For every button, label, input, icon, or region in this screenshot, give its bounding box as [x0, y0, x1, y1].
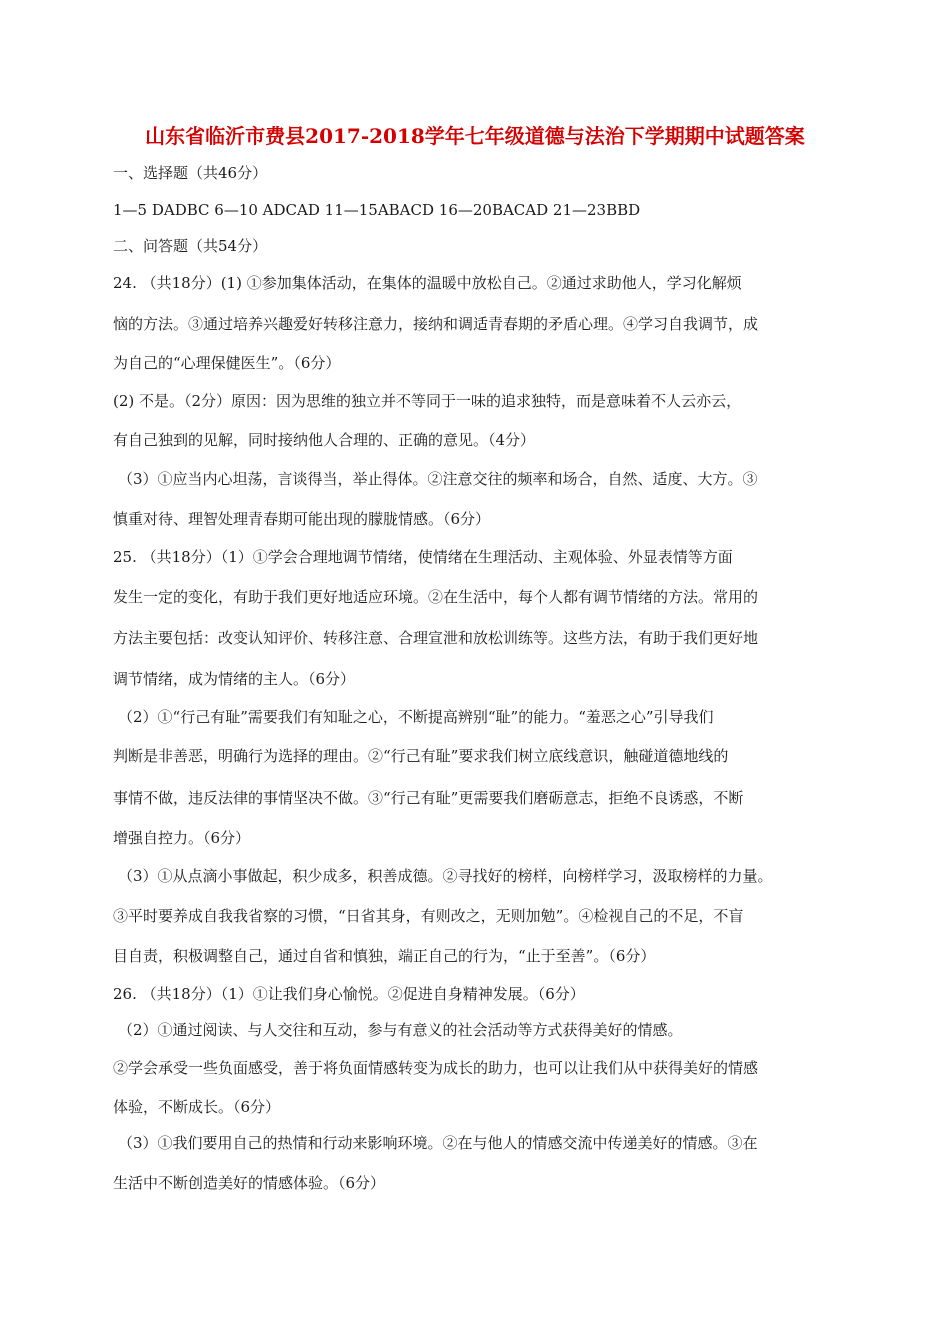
answer-line: 调节情绪，成为情绪的主人。（6分）: [113, 670, 356, 688]
answer-line: 为自己的“心理保健医生”。（6分）: [113, 354, 341, 372]
answer-line: 体验，不断成长。（6分）: [113, 1098, 281, 1116]
answer-line: (2) 不是。（2分）原因：因为思维的独立并不等同于一味的追求独特，而是意味着不人云亦云，: [113, 392, 742, 410]
answer-line: 慎重对待、理智处理青春期可能出现的朦胧情感。（6分）: [113, 510, 491, 528]
document-title: 山东省临沂市费县2017-2018学年七年级道德与法治下学期期中试题答案: [145, 124, 805, 148]
answer-line: 方法主要包括：改变认知评价、转移注意、合理宣泄和放松训练等。这些方法，有助于我们更好地: [113, 629, 759, 647]
answer-line: 25. （共18分）（1）①学会合理地调节情绪，使情绪在生理活动、主观体验、外显表情等方面: [113, 548, 733, 566]
answer-line: ②学会承受一些负面感受，善于将负面情感转变为成长的助力，也可以让我们从中获得美好的情感: [113, 1059, 759, 1077]
answer-line: 事情不做，违反法律的事情坚决不做。③“行己有耻”更需要我们磨砺意志，拒绝不良诱惑，不断: [113, 789, 744, 807]
section-heading-choice: 一、选择题（共46分）: [113, 164, 268, 182]
answer-line: （3）①从点滴小事做起，积少成多，积善成德。②寻找好的榜样，向榜样学习，汲取榜样的力量。: [118, 867, 773, 885]
answer-line: 发生一定的变化，有助于我们更好地适应环境。②在生活中，每个人都有调节情绪的方法。常用的: [113, 588, 759, 606]
answer-line: ③平时要养成自我我省察的习惯，“日省其身，有则改之，无则加勉”。④检视自己的不足，不盲: [113, 907, 744, 925]
answer-line: 恼的方法。③通过培养兴趣爱好转移注意力，接纳和调适青春期的矛盾心理。④学习自我调节，成: [113, 315, 759, 333]
answer-line: 增强自控力。（6分）: [113, 829, 251, 847]
answer-line: 判断是非善恶，明确行为选择的理由。②“行己有耻”要求我们树立底线意识，触碰道德地线的: [113, 747, 729, 765]
answer-line: （2）①“行己有耻”需要我们有知耻之心，不断提高辨别“耻”的能力。“羞恶之心”引导我们: [118, 708, 714, 726]
answer-line: 26. （共18分）（1）①让我们身心愉悦。②促进自身精神发展。（6分）: [113, 985, 585, 1003]
answer-line: 生活中不断创造美好的情感体验。（6分）: [113, 1174, 386, 1192]
choice-answers: 1—5 DADBC 6—10 ADCAD 11—15ABACD 16—20BACAD 21—23BBD: [113, 201, 641, 219]
answer-line: （2）①通过阅读、与人交往和互动，参与有意义的社会活动等方式获得美好的情感。: [118, 1021, 683, 1039]
answer-line: （3）①应当内心坦荡，言谈得当，举止得体。②注意交往的频率和场合，自然、适度、大方。③: [118, 470, 758, 488]
answer-line: 24. （共18分）(1) ①参加集体活动，在集体的温暖中放松自己。②通过求助他人，学习化解烦: [113, 274, 742, 292]
answer-line: （3）①我们要用自己的热情和行动来影响环境。②在与他人的情感交流中传递美好的情感。③在: [118, 1134, 758, 1152]
answer-line: 有自己独到的见解，同时接纳他人合理的、正确的意见。（4分）: [113, 431, 536, 449]
section-heading-questions: 二、问答题（共54分）: [113, 237, 268, 255]
answer-line: 目自责，积极调整自己，通过自省和慎独，端正自己的行为，“止于至善”。（6分）: [113, 947, 656, 965]
